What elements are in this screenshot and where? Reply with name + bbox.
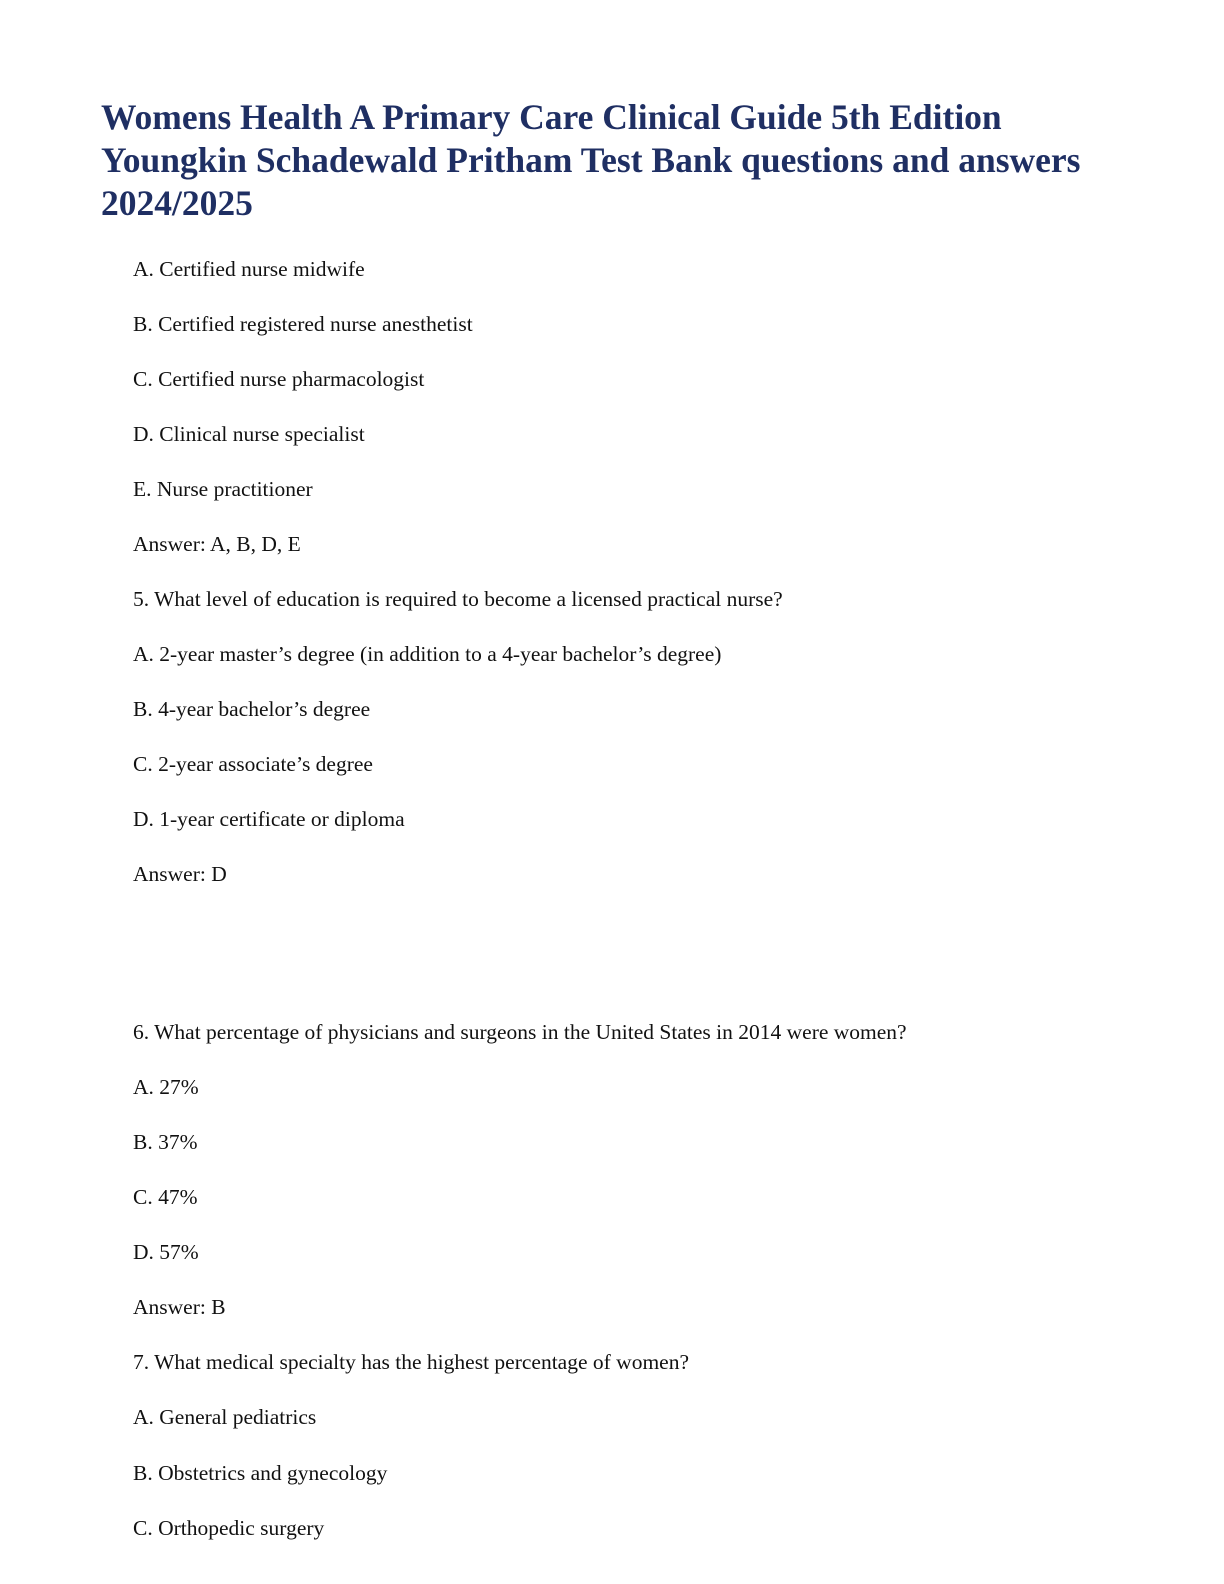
q5-option-a: A. 2-year master’s degree (in addition to a 4-year bachelor’s degree) — [133, 642, 722, 666]
q6-option-a: A. 27% — [133, 1075, 199, 1099]
q6-option-b: B. 37% — [133, 1130, 198, 1154]
q5-option-b: B. 4-year bachelor’s degree — [133, 697, 371, 721]
q5-option-c: C. 2-year associate’s degree — [133, 752, 373, 776]
q7-option-c: C. Orthopedic surgery — [133, 1516, 325, 1540]
q4-answer: Answer: A, B, D, E — [133, 532, 301, 556]
q5-question: 5. What level of education is required to become a licensed practical nurse? — [133, 587, 783, 611]
q4-option-e: E. Nurse practitioner — [133, 477, 313, 501]
q4-option-c: C. Certified nurse pharmacologist — [133, 367, 425, 391]
q6-option-c: C. 47% — [133, 1185, 198, 1209]
q5-answer: Answer: D — [133, 862, 227, 886]
q6-option-d: D. 57% — [133, 1240, 199, 1264]
q6-answer: Answer: B — [133, 1295, 226, 1319]
q4-option-a: A. Certified nurse midwife — [133, 257, 365, 281]
q6-question: 6. What percentage of physicians and surgeons in the United States in 2014 were women? — [133, 1020, 907, 1044]
q5-option-d: D. 1-year certificate or diploma — [133, 807, 405, 831]
q4-option-d: D. Clinical nurse specialist — [133, 422, 365, 446]
document-title: Womens Health A Primary Care Clinical Guide 5th Edition Youngkin Schadewald Pritham Test Bank questions and answers 2024/2025 — [101, 97, 1081, 223]
q4-option-b: B. Certified registered nurse anesthetist — [133, 312, 473, 336]
q7-option-b: B. Obstetrics and gynecology — [133, 1461, 388, 1485]
q7-option-a: A. General pediatrics — [133, 1405, 317, 1429]
q7-question: 7. What medical specialty has the highest percentage of women? — [133, 1350, 690, 1374]
